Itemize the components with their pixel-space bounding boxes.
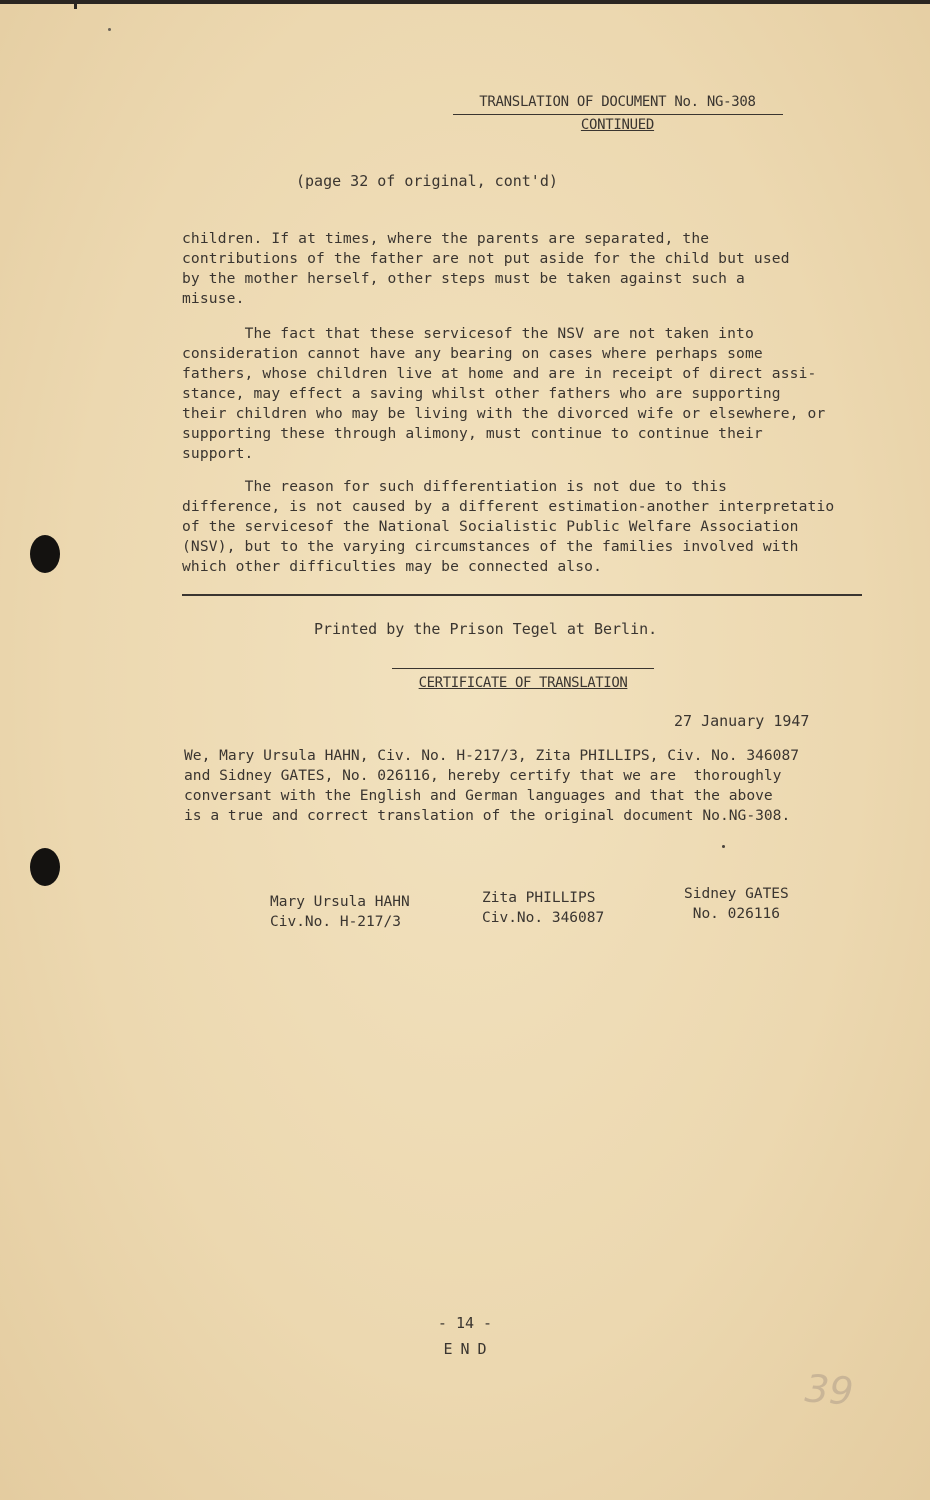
section-divider	[182, 594, 862, 596]
certificate-text: We, Mary Ursula HAHN, Civ. No. H-217/3, Zita PHILLIPS, Civ. No. 346087 and Sidney GATES, No. 026116, hereby certify that we are thoroughly conversant with the English and German languages and that the above is a true and correct translation of the original document No.NG-308.	[184, 747, 800, 824]
header-title: TRANSLATION OF DOCUMENT No. NG-308	[479, 94, 756, 110]
signature-block-gates	[684, 884, 789, 924]
signature-id: Civ.No. 346087	[482, 910, 605, 926]
signature-id: No. 026116	[692, 906, 781, 922]
paper-speck	[108, 28, 111, 31]
signature-id: Civ.No. H-217/3	[270, 914, 401, 930]
signature-block-hahn	[270, 892, 410, 932]
paragraph-3: The reason for such differentiation is not due to this difference, is not caused by a different estimation-another interpretatio of the servicesof the National Socialistic Public Welfare Association (NSV), but to the varying circumstances of the families involved with which other difficulties may be connected also.	[182, 478, 835, 575]
signature-name: Mary Ursula HAHN	[270, 894, 410, 910]
punch-hole	[30, 848, 60, 886]
certificate-title	[392, 668, 654, 693]
ink-dot	[722, 845, 725, 848]
end-marker: END	[443, 1340, 495, 1358]
folio-number: 39	[803, 1366, 855, 1414]
signature-name: Zita PHILLIPS	[482, 890, 596, 906]
scan-mark	[74, 0, 77, 9]
scan-top-edge	[0, 0, 930, 4]
certificate-date: 27 January 1947	[674, 712, 810, 730]
paragraph-1: children. If at times, where the parents are separated, the contributions of the father are not put aside for the child but used by the mother herself, other steps must be taken against such a misuse.	[182, 230, 790, 307]
page-number: - 14 -	[437, 1314, 493, 1332]
paragraph-2: The fact that these servicesof the NSV are not taken into consideration cannot have any bearing on cases where perhaps some fathers, whose children live at home and are in receipt of direct assi- stance, may effect a saving whilst other fathers who are supporting their children who may be living with the divorced wife or elsewhere, or supporting these through alimony, must continue to continue their support.	[182, 325, 826, 462]
printed-by-note: Printed by the Prison Tegel at Berlin.	[314, 620, 658, 638]
signature-name: Sidney GATES	[684, 886, 789, 902]
punch-hole	[30, 535, 60, 573]
certificate-title-text: CERTIFICATE OF TRANSLATION	[418, 675, 628, 691]
header-subtitle: CONTINUED	[580, 117, 655, 133]
signature-block-phillips	[482, 888, 604, 928]
original-page-reference: (page 32 of original, cont'd)	[296, 172, 558, 190]
document-header	[440, 92, 795, 135]
page-footer	[380, 1310, 550, 1362]
